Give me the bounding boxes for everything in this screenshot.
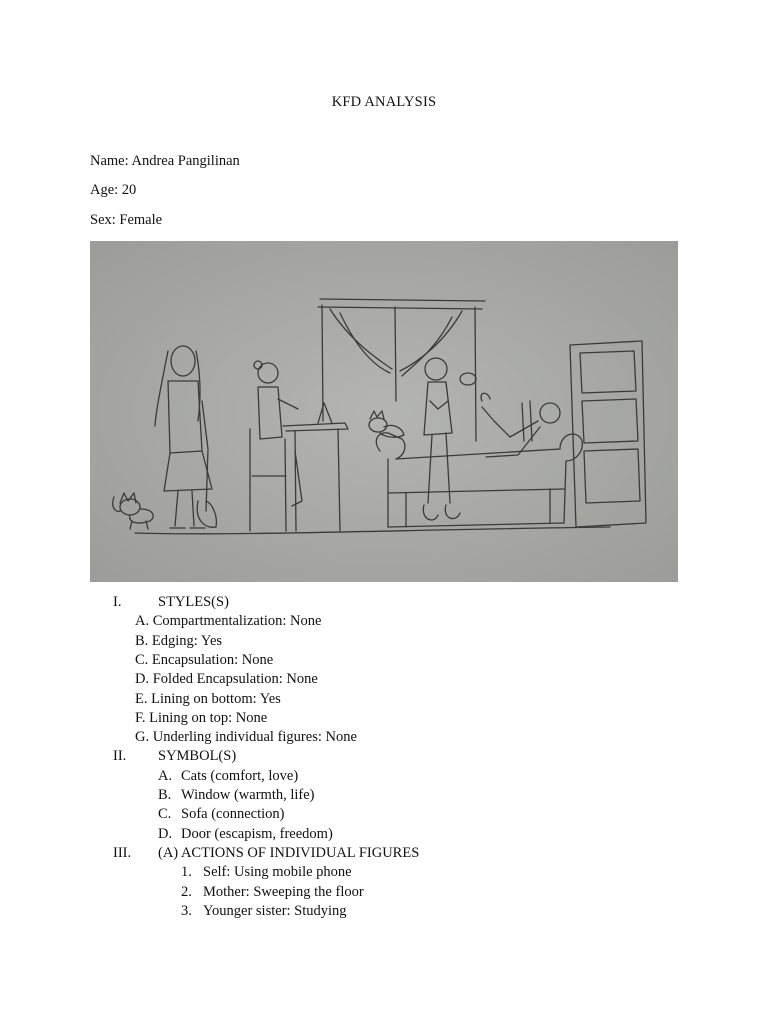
- section-heading: SYMBOL(S): [158, 748, 237, 765]
- item-text: Self: Using mobile phone: [203, 864, 352, 881]
- document-title: KFD ANALYSIS: [331, 94, 437, 110]
- item-text: Folded Encapsulation: None: [152, 671, 318, 688]
- item-label: A.: [158, 767, 173, 784]
- item-text: Lining on bottom: Yes: [151, 690, 281, 707]
- sex-field: Sex: Female: [90, 212, 163, 228]
- item-text: Door (escapism, freedom): [181, 825, 333, 842]
- item-label: F.: [135, 709, 146, 726]
- item-text: Cats (comfort, love): [181, 767, 299, 784]
- item-label: C.: [135, 651, 149, 668]
- section-heading: STYLES(S): [158, 594, 229, 610]
- item-label: D.: [135, 671, 150, 688]
- age-field: Age: 20: [90, 182, 137, 198]
- item-text: Underling individual figures: None: [152, 729, 357, 746]
- item-label: 1.: [181, 864, 192, 881]
- item-label: A.: [135, 613, 150, 630]
- section-heading: (A) ACTIONS OF INDIVIDUAL FIGURES: [158, 844, 420, 861]
- item-label: B.: [135, 632, 149, 649]
- item-text: Lining on top: None: [149, 709, 268, 726]
- pencil-sketch: [90, 241, 678, 582]
- name-field: Name: Andrea Pangilinan: [90, 153, 240, 169]
- section-numeral: III.: [113, 844, 132, 861]
- item-text: Edging: Yes: [151, 632, 223, 649]
- item-label: D.: [158, 825, 173, 842]
- item-text: Window (warmth, life): [181, 787, 315, 803]
- section-numeral: II.: [113, 748, 127, 765]
- item-label: G.: [135, 729, 150, 746]
- item-label: B.: [158, 787, 172, 803]
- item-label: 2.: [181, 883, 192, 900]
- item-label: E.: [135, 690, 148, 707]
- item-text: Younger sister: Studying: [203, 902, 347, 919]
- family-drawing-photo: [90, 241, 678, 582]
- section-numeral: I.: [113, 594, 122, 610]
- item-label: 3.: [181, 902, 192, 919]
- item-text: Sofa (connection): [181, 806, 285, 823]
- item-label: C.: [158, 806, 172, 823]
- item-text: Compartmentalization: None: [152, 613, 322, 630]
- item-text: Encapsulation: None: [151, 651, 274, 668]
- item-text: Mother: Sweeping the floor: [203, 883, 364, 900]
